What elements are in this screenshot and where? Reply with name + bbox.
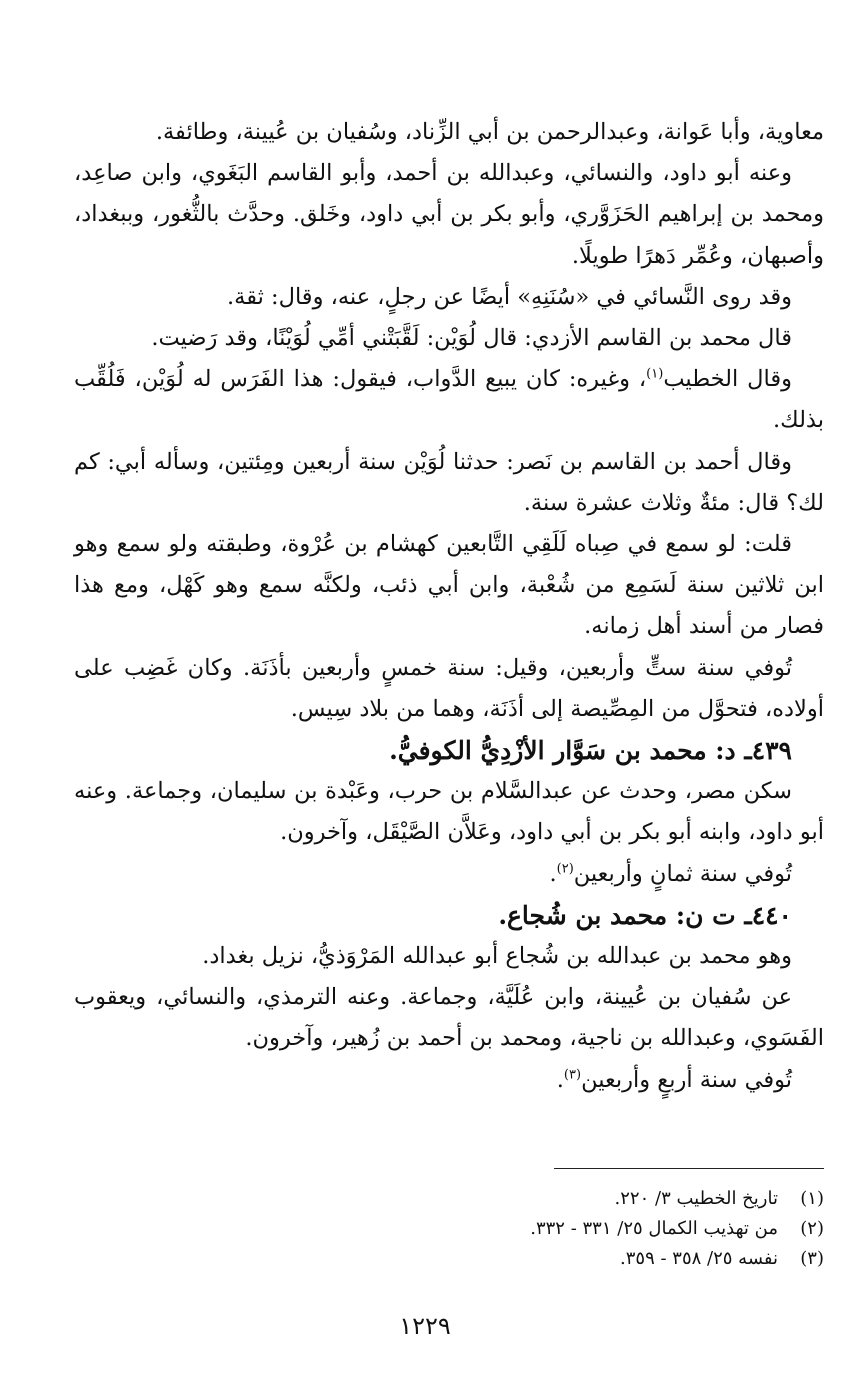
paragraph-continuation: معاوية، وأبا عَوانة، وعبدالرحمن بن أبي الزِّناد، وسُفيان بن عُيينة، وطائفة. xyxy=(155,119,824,145)
khatib-rest: ، وغيره: كان يبيع الدَّواب، فيقول: هذا الفَرَس له لُوَيْن، فَلُقِّب بذلك. xyxy=(74,366,824,434)
paragraph-death-2 xyxy=(74,854,824,895)
paragraph-death-3 xyxy=(74,1060,824,1101)
paragraph-azdi: قال محمد بن القاسم الأزدي: قال لُوَيْن: لَقَّبَتْني أمِّي لُوَيْنًا، وقد رَضيت. xyxy=(151,325,792,352)
death-2-text: تُوفي سنة ثمانٍ وأربعين xyxy=(573,860,792,887)
entry-heading-440: ٤٤٠ـ ت ن: محمد بن شُجاع. xyxy=(498,900,792,930)
paragraph-nasai: وقد روى النَّسائي في «سُنَنِهِ» أيضًا عن رجلٍ، عنه، وقال: ثقة. xyxy=(227,283,792,310)
paragraph-shuja: وهو محمد بن عبدالله بن شُجاع أبو عبدالله المَرْوَذيُّ، نزيل بغداد. xyxy=(202,943,792,970)
death-2-dot: . xyxy=(549,860,557,887)
footnote-ref-3: (٣) xyxy=(563,1067,582,1083)
paragraph-students: وعنه أبو داود، والنسائي، وعبدالله بن أحمد، وأبو القاسم البَغَوي، وابن صاعِد، ومحمد بن إبراهيم الحَزَوَّري، وأبو بكر بن أبي داود، وخَلق. وحدَّث بالثُّغور، وببغداد، وأصبهان، وعُمِّر دَهرًا طويلًا. xyxy=(74,160,824,269)
footnote-item xyxy=(224,1214,824,1244)
footnote-ref-1: (١) xyxy=(646,366,664,382)
khatib-intro: وقال الخطيب xyxy=(663,366,792,393)
paragraph-death-1: تُوفي سنة ستٍّ وأربعين، وقيل: سنة خمسٍ وأربعين بأذَنَة. وكان غَضِب على أولاده، فتحوَّل من المِصِّيصة إلى أذَنَة، وهما من بلاد سِيس. xyxy=(74,654,824,722)
footnote-item xyxy=(224,1184,824,1214)
footnote-text: نفسه ٢٥/ ٣٥٨ - ٣٥٩. xyxy=(620,1248,778,1269)
paragraph-ahmad: وقال أحمد بن القاسم بن نَصر: حدثنا لُوَيْن سنة أربعين ومِئتين، وسأله أبي: كم لك؟ قال: مئةٌ وثلاث عشرة سنة. xyxy=(74,448,824,516)
paragraph-qultu: قلت: لو سمع في صِباه لَلَقِي التَّابعين كهشام بن عُرْوة، وطبقته ولو سمع وهو ابن ثلاثين سنة لَسَمِع من شُعْبة، وابن أبي ذئب، ولكنَّه سمع وهو كَهْل، ومع هذا فصار من أسند أهل زمانه. xyxy=(74,531,824,640)
footnote-text: تاريخ الخطيب ٣/ ٢٢٠. xyxy=(614,1188,778,1209)
paragraph-sawwar: سكن مصر، وحدث عن عبدالسَّلام بن حرب، وعَبْدة بن سليمان، وجماعة. وعنه أبو داود، وابنه أبو بكر بن أبي داود، وعَلاَّن الصَّيْقَل، وآخرون. xyxy=(74,778,824,846)
death-3-dot: . xyxy=(556,1066,564,1093)
footnote-divider xyxy=(554,1168,824,1169)
paragraph-khatib xyxy=(74,359,824,441)
main-text xyxy=(74,112,824,1101)
entry-heading-439: ٤٣٩ـ د: محمد بن سَوَّار الأزْدِيُّ الكوفيُّ. xyxy=(389,736,792,766)
footnote-number: (٢) xyxy=(800,1218,824,1239)
footnote-number: (٣) xyxy=(800,1248,824,1269)
page-number: ١٢٢٩ xyxy=(399,1312,451,1340)
footnote-item xyxy=(224,1244,824,1274)
paragraph-shuja-narrators: عن سُفيان بن عُيينة، وابن عُلَيَّة، وجماعة. وعنه الترمذي، والنسائي، ويعقوب الفَسَوي، وعبدالله بن ناجية، ومحمد بن أحمد بن زُهير، وآخرون. xyxy=(74,984,824,1052)
footnote-text: من تهذيب الكمال ٢٥/ ٣٣١ - ٣٣٢. xyxy=(530,1218,778,1239)
footnote-number: (١) xyxy=(800,1188,824,1209)
footnote-ref-2: (٢) xyxy=(556,861,574,877)
footnotes xyxy=(224,1184,824,1274)
death-3-text: تُوفي سنة أربعٍ وأربعين xyxy=(581,1066,792,1093)
